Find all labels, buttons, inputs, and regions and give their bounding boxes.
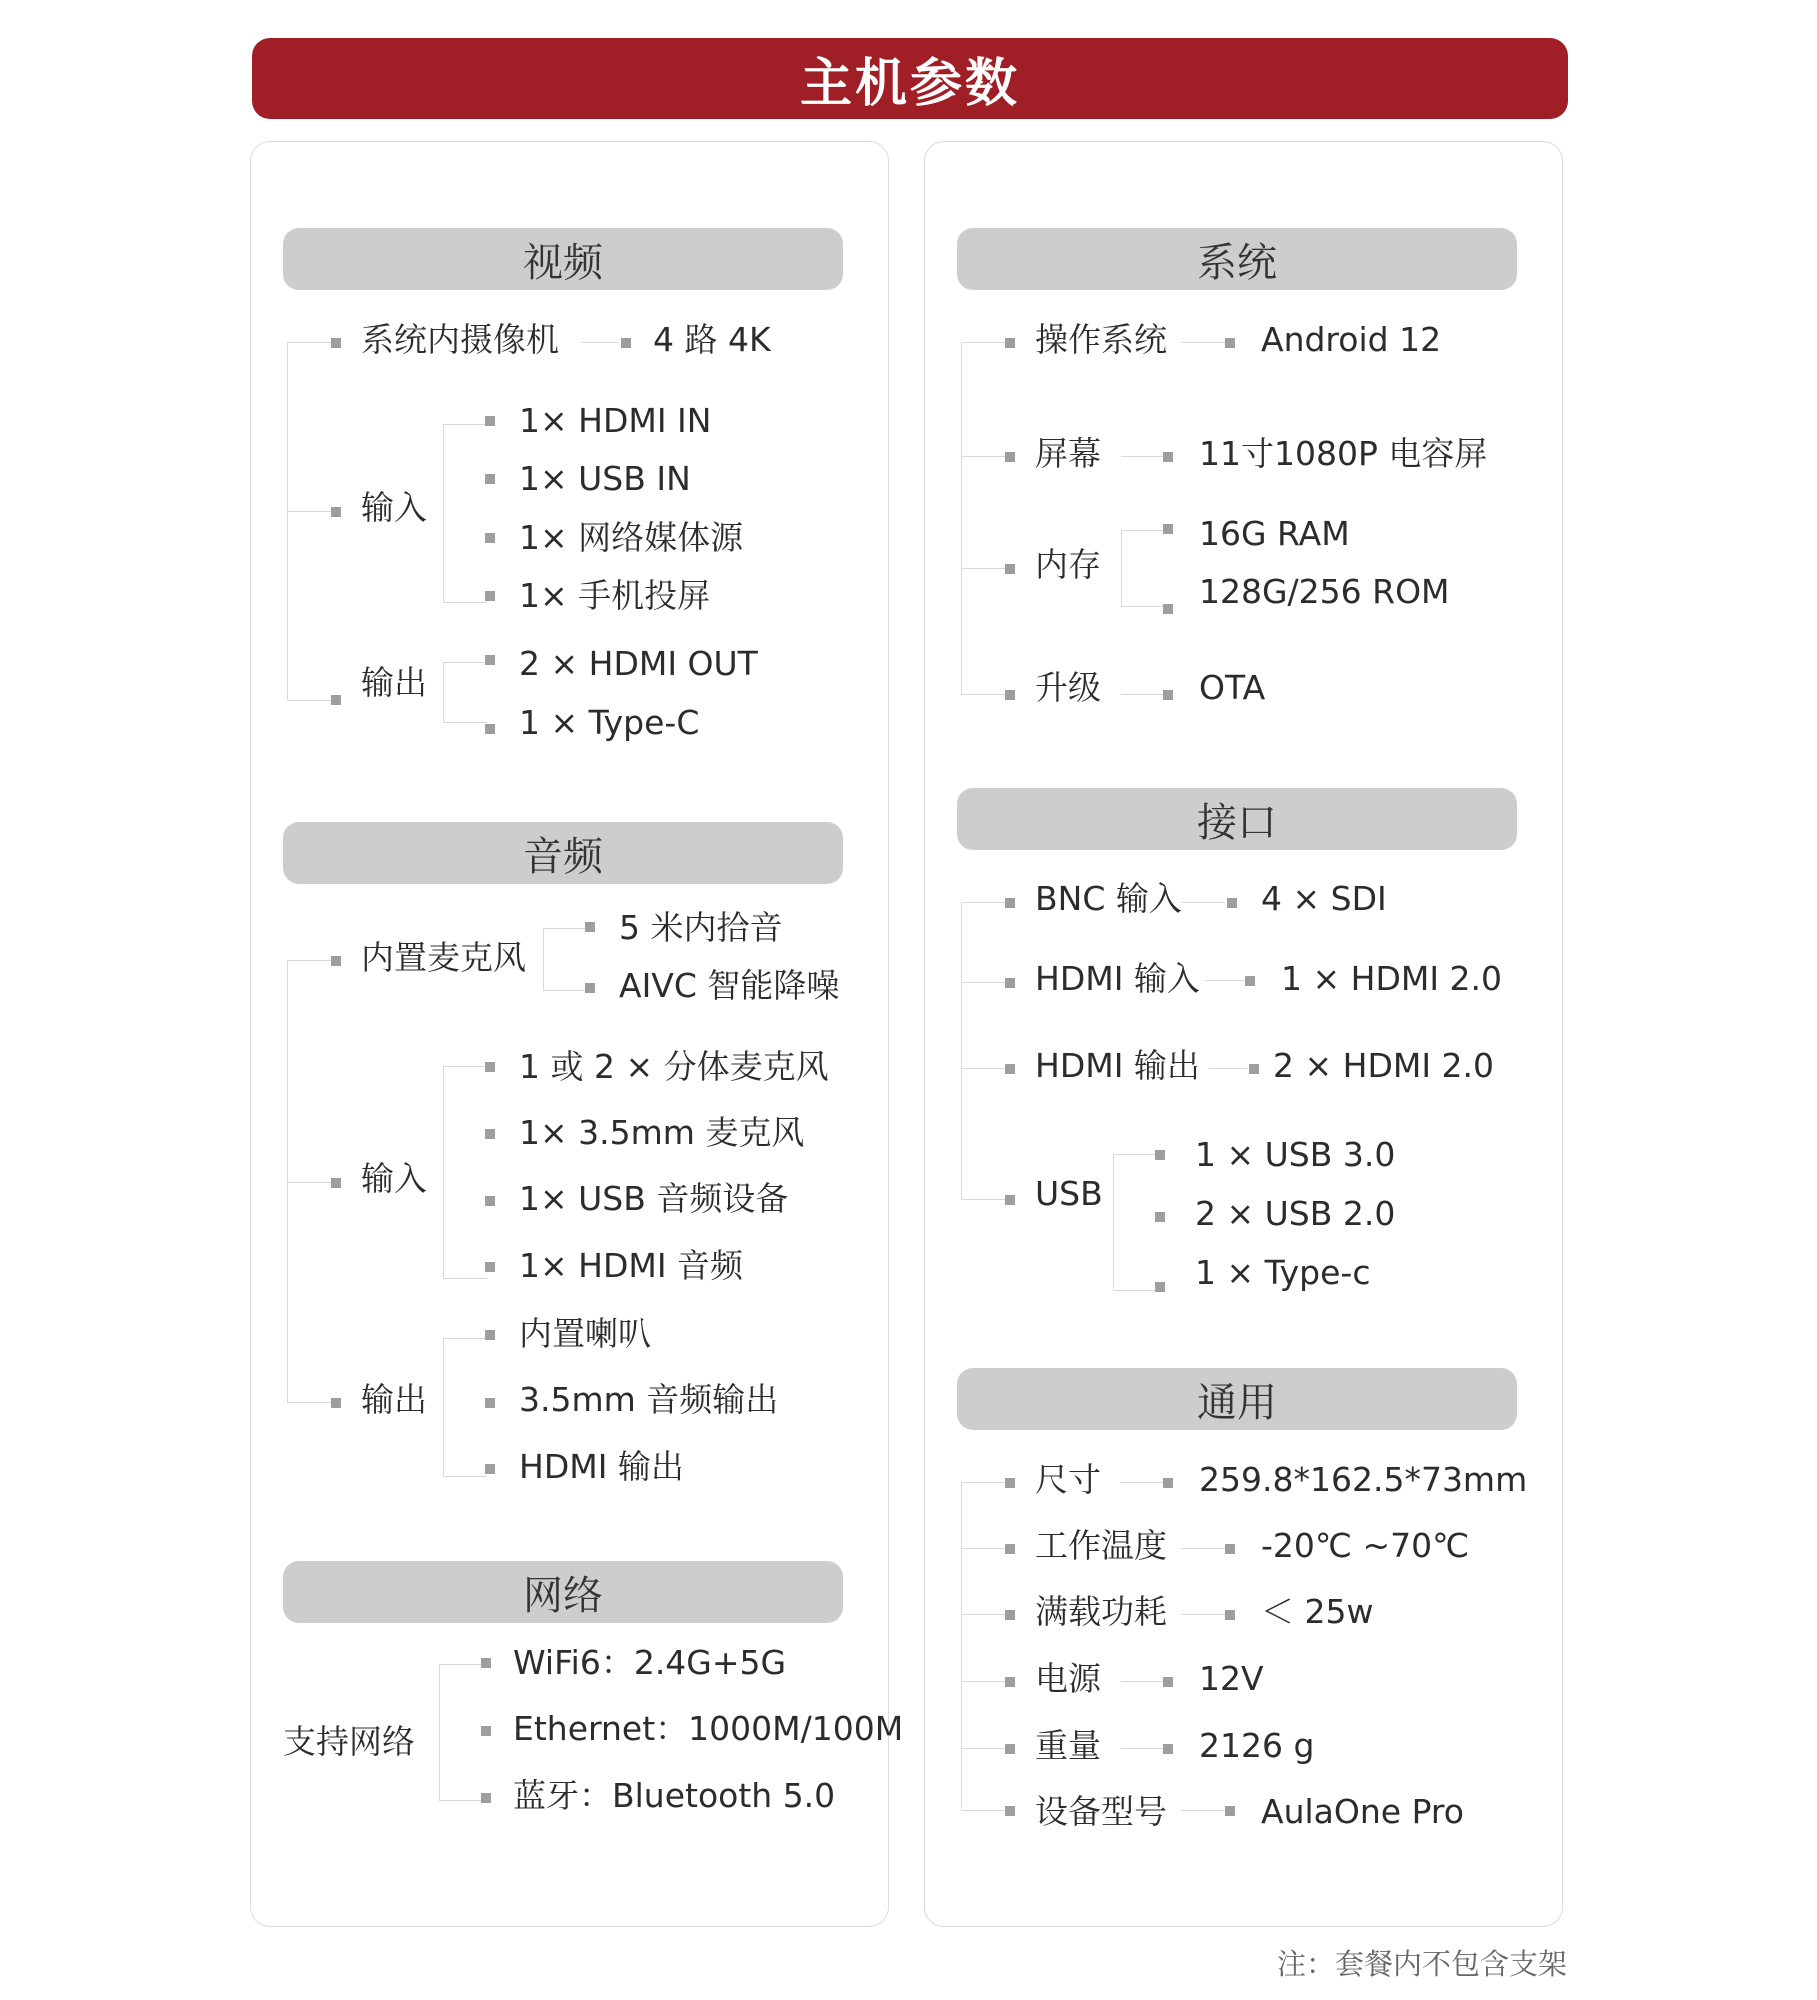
bullet-icon bbox=[1225, 1806, 1235, 1816]
network-item: 蓝牙：Bluetooth 5.0 bbox=[513, 1776, 836, 1815]
system-upgrade-value: OTA bbox=[1199, 668, 1266, 707]
tree-line bbox=[961, 456, 1009, 457]
tree-line bbox=[961, 1199, 1009, 1200]
tree-line bbox=[1121, 456, 1165, 457]
tree-line bbox=[1181, 902, 1225, 903]
general-supply-label: 电源 bbox=[1035, 1659, 1101, 1698]
tree-line bbox=[961, 1810, 1009, 1811]
tree-line bbox=[543, 990, 587, 991]
section-general-header bbox=[957, 1368, 1517, 1430]
tree-line bbox=[961, 568, 1009, 569]
bullet-icon bbox=[1005, 1544, 1015, 1554]
tree-line bbox=[1209, 1068, 1247, 1069]
tree-line bbox=[543, 928, 544, 990]
bullet-icon bbox=[1005, 690, 1015, 700]
interface-bnc-value: 4 × SDI bbox=[1261, 879, 1387, 918]
general-size-value: 259.8*162.5*73mm bbox=[1199, 1460, 1528, 1499]
tree-line bbox=[961, 902, 962, 1199]
audio-input-item: 1× USB 音频设备 bbox=[519, 1179, 789, 1218]
bullet-icon bbox=[1245, 976, 1255, 986]
bullet-icon bbox=[481, 1793, 491, 1803]
interface-usb-item: 2 × USB 2.0 bbox=[1195, 1194, 1396, 1233]
bullet-icon bbox=[331, 1178, 341, 1188]
audio-mic-item: 5 米内拾音 bbox=[619, 908, 783, 947]
tree-line bbox=[443, 1278, 487, 1279]
bullet-icon bbox=[1005, 1744, 1015, 1754]
interface-hdmi-out-value: 2 × HDMI 2.0 bbox=[1273, 1046, 1495, 1085]
general-temp-value: -20℃ ~70℃ bbox=[1261, 1526, 1470, 1565]
tree-line bbox=[443, 1338, 487, 1339]
tree-line bbox=[961, 1681, 1009, 1682]
tree-line bbox=[287, 342, 335, 343]
tree-line bbox=[1181, 1614, 1225, 1615]
tree-line bbox=[287, 511, 335, 512]
video-input-item: 1× 网络媒体源 bbox=[519, 518, 744, 557]
audio-input-label: 输入 bbox=[361, 1159, 427, 1198]
bullet-icon bbox=[1225, 338, 1235, 348]
tree-line bbox=[961, 342, 962, 694]
bullet-icon bbox=[1163, 1677, 1173, 1687]
bullet-icon bbox=[331, 695, 341, 705]
bullet-icon bbox=[1005, 1195, 1015, 1205]
system-upgrade-label: 升级 bbox=[1035, 668, 1101, 707]
bullet-icon bbox=[1005, 564, 1015, 574]
tree-line bbox=[1121, 694, 1165, 695]
system-screen-value: 11寸1080P 电容屏 bbox=[1199, 434, 1488, 473]
tree-line bbox=[961, 1482, 1009, 1483]
bullet-icon bbox=[331, 338, 341, 348]
section-audio-title: 音频 bbox=[523, 833, 603, 880]
bullet-icon bbox=[481, 1726, 491, 1736]
tree-line bbox=[443, 1066, 444, 1278]
bullet-icon bbox=[1163, 1478, 1173, 1488]
bullet-icon bbox=[1163, 690, 1173, 700]
bullet-icon bbox=[485, 1330, 495, 1340]
bullet-icon bbox=[1005, 1677, 1015, 1687]
bullet-icon bbox=[1005, 1064, 1015, 1074]
system-screen-label: 屏幕 bbox=[1035, 434, 1101, 473]
video-output-label: 输出 bbox=[361, 663, 427, 702]
tree-line bbox=[1121, 530, 1165, 531]
network-item: WiFi6：2.4G+5G bbox=[513, 1643, 787, 1682]
bullet-icon bbox=[485, 724, 495, 734]
audio-output-item: HDMI 输出 bbox=[519, 1447, 684, 1486]
interface-bnc-label: BNC 输入 bbox=[1035, 879, 1182, 918]
bullet-icon bbox=[1155, 1150, 1165, 1160]
tree-line bbox=[443, 1066, 487, 1067]
bullet-icon bbox=[331, 956, 341, 966]
interface-hdmi-in-label: HDMI 输入 bbox=[1035, 959, 1200, 998]
general-weight-value: 2126 g bbox=[1199, 1726, 1315, 1765]
tree-line bbox=[287, 342, 288, 700]
tree-line bbox=[439, 1800, 483, 1801]
tree-line bbox=[961, 1748, 1009, 1749]
tree-line bbox=[1181, 1548, 1225, 1549]
audio-input-item: 1× HDMI 音频 bbox=[519, 1246, 744, 1285]
system-memory-item: 128G/256 ROM bbox=[1199, 572, 1450, 611]
bullet-icon bbox=[1163, 604, 1173, 614]
tree-line bbox=[1113, 1290, 1157, 1291]
left-panel bbox=[250, 141, 904, 1927]
tree-line bbox=[1181, 1810, 1225, 1811]
section-interface-header bbox=[957, 788, 1517, 850]
general-power-label: 满载功耗 bbox=[1035, 1592, 1167, 1631]
bullet-icon bbox=[1005, 1478, 1015, 1488]
system-memory-label: 内存 bbox=[1035, 545, 1101, 584]
video-output-item: 1 × Type-C bbox=[519, 703, 700, 742]
tree-line bbox=[961, 982, 1009, 983]
bullet-icon bbox=[1005, 1610, 1015, 1620]
tree-line bbox=[961, 1548, 1009, 1549]
tree-line bbox=[443, 424, 444, 602]
bullet-icon bbox=[485, 591, 495, 601]
bullet-icon bbox=[585, 922, 595, 932]
bullet-icon bbox=[1163, 452, 1173, 462]
page-title: 主机参数 bbox=[799, 54, 1020, 114]
bullet-icon bbox=[1249, 1064, 1259, 1074]
interface-usb-item: 1 × Type-c bbox=[1195, 1253, 1371, 1292]
tree-line bbox=[961, 694, 1009, 695]
tree-line bbox=[443, 662, 487, 663]
bullet-icon bbox=[485, 1464, 495, 1474]
tree-line bbox=[961, 1068, 1009, 1069]
network-label: 支持网络 bbox=[283, 1722, 415, 1761]
tree-line bbox=[443, 602, 487, 603]
video-output-item: 2 × HDMI OUT bbox=[519, 644, 758, 683]
video-input-label: 输入 bbox=[361, 488, 427, 527]
video-camera-label: 系统内摄像机 bbox=[361, 320, 559, 359]
bullet-icon bbox=[1005, 978, 1015, 988]
network-item: Ethernet：1000M/100M bbox=[513, 1709, 904, 1748]
tree-line bbox=[1113, 1154, 1157, 1155]
general-temp-label: 工作温度 bbox=[1035, 1526, 1167, 1565]
bullet-icon bbox=[485, 474, 495, 484]
bullet-icon bbox=[481, 1658, 491, 1668]
bullet-icon bbox=[485, 1196, 495, 1206]
system-memory-item: 16G RAM bbox=[1199, 514, 1350, 553]
bullet-icon bbox=[485, 1398, 495, 1408]
tree-line bbox=[1121, 606, 1165, 607]
tree-line bbox=[287, 960, 335, 961]
audio-output-item: 内置喇叭 bbox=[519, 1314, 651, 1353]
audio-output-label: 输出 bbox=[361, 1380, 427, 1419]
tree-line bbox=[1121, 1748, 1165, 1749]
bullet-icon bbox=[331, 507, 341, 517]
tree-line bbox=[961, 1614, 1009, 1615]
bullet-icon bbox=[1155, 1282, 1165, 1292]
general-supply-value: 12V bbox=[1199, 1659, 1264, 1698]
interface-hdmi-out-label: HDMI 输出 bbox=[1035, 1046, 1200, 1085]
interface-usb-item: 1 × USB 3.0 bbox=[1195, 1135, 1396, 1174]
section-network-title: 网络 bbox=[523, 1572, 603, 1619]
section-interface-title: 接口 bbox=[1197, 799, 1277, 846]
bullet-icon bbox=[485, 416, 495, 426]
tree-line bbox=[287, 960, 288, 1402]
tree-line bbox=[581, 342, 619, 343]
tree-line bbox=[443, 662, 444, 722]
tree-line bbox=[287, 1182, 335, 1183]
bullet-icon bbox=[485, 1062, 495, 1072]
tree-line bbox=[1121, 1482, 1165, 1483]
general-size-label: 尺寸 bbox=[1035, 1460, 1101, 1499]
video-input-item: 1× 手机投屏 bbox=[519, 576, 711, 615]
bullet-icon bbox=[1005, 898, 1015, 908]
bullet-icon bbox=[485, 533, 495, 543]
video-input-item: 1× HDMI IN bbox=[519, 401, 712, 440]
tree-line bbox=[961, 902, 1009, 903]
section-video-title: 视频 bbox=[523, 239, 603, 286]
tree-line bbox=[1121, 530, 1122, 606]
bullet-icon bbox=[585, 983, 595, 993]
bullet-icon bbox=[1163, 524, 1173, 534]
bullet-icon bbox=[1005, 452, 1015, 462]
tree-line bbox=[961, 342, 1009, 343]
tree-line bbox=[961, 1482, 962, 1810]
bullet-icon bbox=[1005, 338, 1015, 348]
audio-input-item: 1 或 2 × 分体麦克风 bbox=[519, 1047, 829, 1086]
general-weight-label: 重量 bbox=[1035, 1726, 1101, 1765]
tree-line bbox=[1121, 1681, 1165, 1682]
bullet-icon bbox=[1225, 1544, 1235, 1554]
section-video-header bbox=[283, 228, 843, 290]
system-os-value: Android 12 bbox=[1261, 320, 1442, 359]
right-panel bbox=[924, 141, 1563, 1927]
footnote: 注：套餐内不包含支架 bbox=[1276, 1947, 1567, 1981]
audio-input-item: 1× 3.5mm 麦克风 bbox=[519, 1113, 805, 1152]
bullet-icon bbox=[485, 655, 495, 665]
tree-line bbox=[439, 1664, 440, 1800]
tree-line bbox=[439, 1664, 483, 1665]
section-system-title: 系统 bbox=[1197, 239, 1277, 286]
general-power-value: ＜ 25w bbox=[1261, 1592, 1374, 1631]
bullet-icon bbox=[1155, 1212, 1165, 1222]
interface-hdmi-in-value: 1 × HDMI 2.0 bbox=[1281, 959, 1503, 998]
bullet-icon bbox=[1163, 1744, 1173, 1754]
interface-usb-label: USB bbox=[1035, 1174, 1103, 1213]
general-model-value: AulaOne Pro bbox=[1261, 1792, 1464, 1831]
tree-line bbox=[443, 424, 487, 425]
bullet-icon bbox=[621, 338, 631, 348]
bullet-icon bbox=[1227, 898, 1237, 908]
bullet-icon bbox=[485, 1262, 495, 1272]
title-banner bbox=[252, 38, 1568, 119]
section-system-header bbox=[957, 228, 1517, 290]
general-model-label: 设备型号 bbox=[1035, 1792, 1167, 1831]
video-input-item: 1× USB IN bbox=[519, 459, 691, 498]
video-camera-value: 4 路 4K bbox=[653, 320, 771, 359]
system-os-label: 操作系统 bbox=[1035, 320, 1167, 359]
bullet-icon bbox=[1005, 1806, 1015, 1816]
bullet-icon bbox=[331, 1398, 341, 1408]
audio-mic-label: 内置麦克风 bbox=[361, 938, 526, 977]
bullet-icon bbox=[1225, 1610, 1235, 1620]
tree-line bbox=[1181, 342, 1225, 343]
section-general-title: 通用 bbox=[1197, 1379, 1277, 1426]
audio-mic-item: AIVC 智能降噪 bbox=[619, 966, 840, 1005]
audio-output-item: 3.5mm 音频输出 bbox=[519, 1380, 779, 1419]
tree-line bbox=[1113, 1154, 1114, 1290]
tree-line bbox=[287, 1402, 335, 1403]
tree-line bbox=[443, 1476, 487, 1477]
tree-line bbox=[287, 700, 335, 701]
tree-line bbox=[543, 928, 587, 929]
section-audio-header bbox=[283, 822, 843, 884]
bullet-icon bbox=[485, 1129, 495, 1139]
tree-line bbox=[443, 1338, 444, 1476]
tree-line bbox=[443, 722, 487, 723]
tree-line bbox=[1205, 980, 1245, 981]
section-network-header bbox=[283, 1561, 843, 1623]
